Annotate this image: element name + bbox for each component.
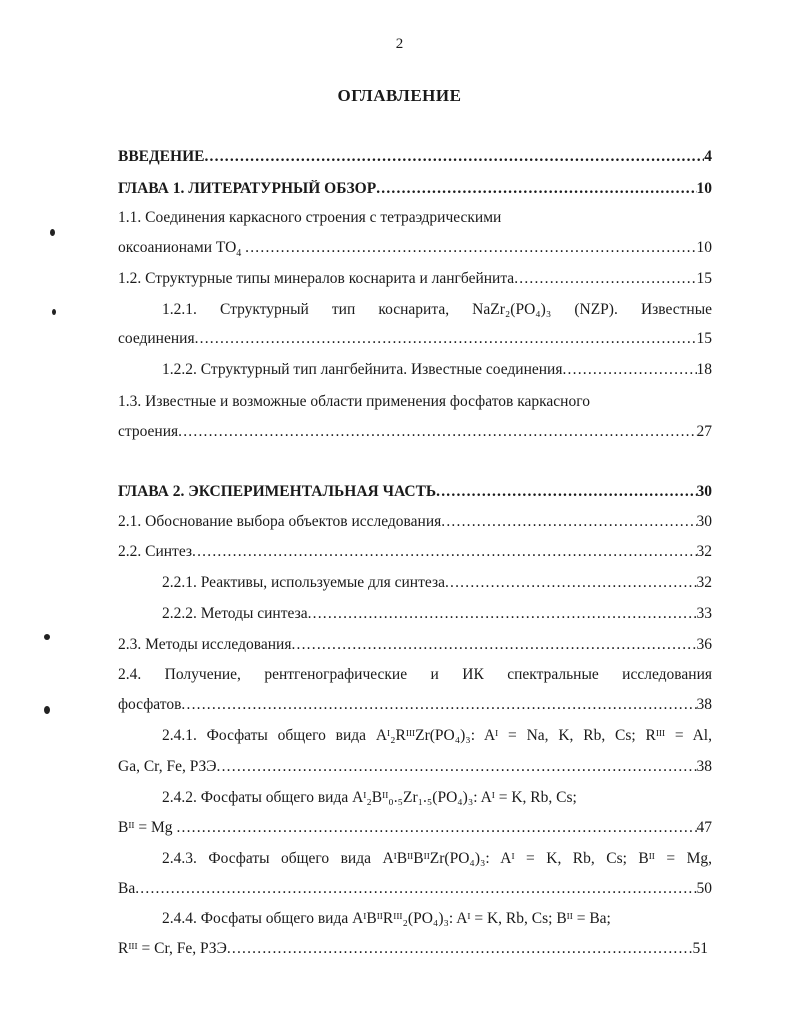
toc-leader (217, 758, 697, 776)
toc-leader (204, 148, 704, 166)
toc-entry-page: 10 (696, 239, 712, 256)
toc-entry-2-4-2-line1[interactable] (162, 789, 712, 811)
toc-entry-text: ГЛАВА 2. ЭКСПЕРИМЕНТАЛЬНАЯ ЧАСТЬ (118, 483, 437, 500)
toc-entry-chapter-1[interactable] (118, 180, 712, 202)
toc-entry-page: 15 (696, 270, 712, 287)
toc-entry-text: 2.4. Получение, рентгенографические и ИК спектральные исследования (118, 666, 712, 683)
toc-entry-text: 2.3. Методы исследования (118, 636, 292, 653)
toc-leader (227, 940, 693, 958)
toc-entry-text: Bᴵᴵ = Mg (118, 819, 173, 836)
toc-leader (291, 636, 696, 654)
toc-leader (195, 330, 697, 348)
toc-entry-text: 2.4.1. Фосфаты общего вида Aᴵ₂RᴵᴵᴵZr(PO₄)₃: Aᴵ = Na, K, Rb, Cs; Rᴵᴵᴵ = Al, (162, 727, 712, 744)
toc-entry-page: 38 (696, 696, 712, 713)
toc-entry-2-2-2[interactable] (162, 605, 712, 627)
toc-entry-2-4-line1[interactable] (118, 666, 712, 688)
toc-leader (181, 696, 696, 714)
toc-entry-text: 1.1. Соединения каркасного строения с тетраэдрическими (118, 209, 502, 226)
toc-leader (308, 605, 697, 623)
toc-entry-page: 32 (696, 574, 712, 591)
toc-entry-page: 4 (704, 148, 712, 165)
scan-speck (44, 634, 50, 640)
toc-entry-text: строения (118, 423, 179, 440)
page-number: 2 (395, 36, 404, 52)
toc-entry-page: 38 (696, 758, 712, 775)
toc-entry-2-4-1-line1[interactable] (162, 727, 712, 749)
toc-entry-text: оксоанионами $TO_4$ (118, 239, 242, 260)
toc-entry-2-4-3-line1[interactable] (162, 850, 712, 872)
toc-entry-intro[interactable] (118, 148, 712, 170)
toc-leader (192, 543, 696, 561)
toc-entry-text: фосфатов (118, 696, 182, 713)
toc-entry-text: ГЛАВА 1. ЛИТЕРАТУРНЫЙ ОБЗОР (118, 180, 377, 197)
scan-speck (50, 229, 55, 236)
toc-entry-page: 18 (696, 361, 712, 378)
toc-entry-2-4-3-line2[interactable] (118, 880, 712, 902)
toc-entry-page: 30 (696, 483, 712, 500)
toc-leader (514, 270, 696, 288)
toc-entry-text: 2.4.4. Фосфаты общего вида AᴵBᴵᴵRᴵᴵᴵ₂(PO₄)₃: Aᴵ = K, Rb, Cs; Bᴵᴵ = Ba; (162, 910, 611, 927)
toc-entry-1-2-2[interactable] (162, 361, 712, 383)
toc-entry-page: 47 (696, 819, 712, 836)
toc-leader (245, 239, 696, 257)
toc-entry-1-2-1-line1[interactable] (162, 301, 712, 323)
toc-entry-2-4-2-line2[interactable] (118, 819, 712, 841)
toc-entry-chapter-2[interactable] (118, 483, 712, 505)
toc-entry-page: 30 (696, 513, 712, 530)
toc-entry-text: ВВЕДЕНИЕ (118, 148, 205, 165)
toc-entry-page: 50 (696, 880, 712, 897)
toc-entry-page: 32 (696, 543, 712, 560)
toc-entry-1-3-line1[interactable] (118, 393, 712, 415)
scan-speck (52, 309, 56, 315)
toc-entry-page: 27 (696, 423, 712, 440)
toc-entry-text: 2.1. Обоснование выбора объектов исследования (118, 513, 442, 530)
toc-entry-page: 36 (696, 636, 712, 653)
toc-leader (562, 361, 696, 379)
toc-entry-2-4-4-line1[interactable] (162, 910, 712, 932)
toc-entry-1-2[interactable] (118, 270, 712, 292)
toc-entry-text: Rᴵᴵᴵ = Cr, Fe, РЗЭ (118, 940, 227, 957)
page-title: ОГЛАВЛЕНИЕ (337, 86, 462, 105)
toc-entry-1-3-line2[interactable] (118, 423, 712, 445)
toc-entry-1-1-line1[interactable] (118, 209, 712, 231)
toc-entry-text: 1.2. Структурные типы минералов коснарита и лангбейнита (118, 270, 515, 287)
toc-entry-text: Ba (118, 880, 136, 897)
toc-entry-text: 2.2.2. Методы синтеза (162, 605, 308, 622)
toc-entry-2-4-1-line2[interactable] (118, 758, 712, 780)
scan-speck (44, 706, 50, 714)
toc-entry-2-2-1[interactable] (162, 574, 712, 596)
toc-leader (441, 513, 696, 531)
toc-leader (135, 880, 696, 898)
toc-entry-text: 2.4.2. Фосфаты общего вида Aᴵ₂Bᴵᴵ₀.₅Zr₁.₅(PO₄)₃: Aᴵ = K, Rb, Cs; (162, 789, 577, 806)
toc-entry-2-1[interactable] (118, 513, 712, 535)
toc-entry-2-4-line2[interactable] (118, 696, 712, 718)
toc-entry-2-4-4-line2[interactable] (118, 940, 708, 962)
toc-entry-2-2[interactable] (118, 543, 712, 565)
toc-entry-page: 33 (696, 605, 712, 622)
toc-entry-text: 1.2.1. Структурный тип коснарита, NaZr₂(PO₄)₃ (NZP). Известные (162, 301, 712, 318)
toc-entry-1-2-1-line2[interactable] (118, 330, 712, 352)
toc-entry-page: 10 (696, 180, 712, 197)
toc-entry-text: соединения (118, 330, 195, 347)
toc-entry-text: 1.2.2. Структурный тип лангбейнита. Известные соединения (162, 361, 563, 378)
toc-entry-page: 51 (692, 940, 708, 957)
toc-leader (376, 180, 696, 198)
toc-leader (436, 483, 696, 501)
toc-leader (178, 423, 696, 441)
toc-entry-text: 1.3. Известные и возможные области применения фосфатов каркасного (118, 393, 590, 410)
toc-leader (445, 574, 697, 592)
toc-entry-1-1-line2[interactable] (118, 239, 712, 261)
toc-entry-text: 2.2. Синтез (118, 543, 193, 560)
toc-entry-text: 2.2.1. Реактивы, используемые для синтеза (162, 574, 445, 591)
toc-entry-text: Ga, Cr, Fe, РЗЭ (118, 758, 217, 775)
toc-entry-text: 2.4.3. Фосфаты общего вида AᴵBᴵᴵBᴵᴵZr(PO₄)₃: Aᴵ = K, Rb, Cs; Bᴵᴵ = Mg, (162, 850, 712, 867)
toc-entry-2-3[interactable] (118, 636, 712, 658)
toc-leader (176, 819, 696, 837)
toc-entry-page: 15 (696, 330, 712, 347)
